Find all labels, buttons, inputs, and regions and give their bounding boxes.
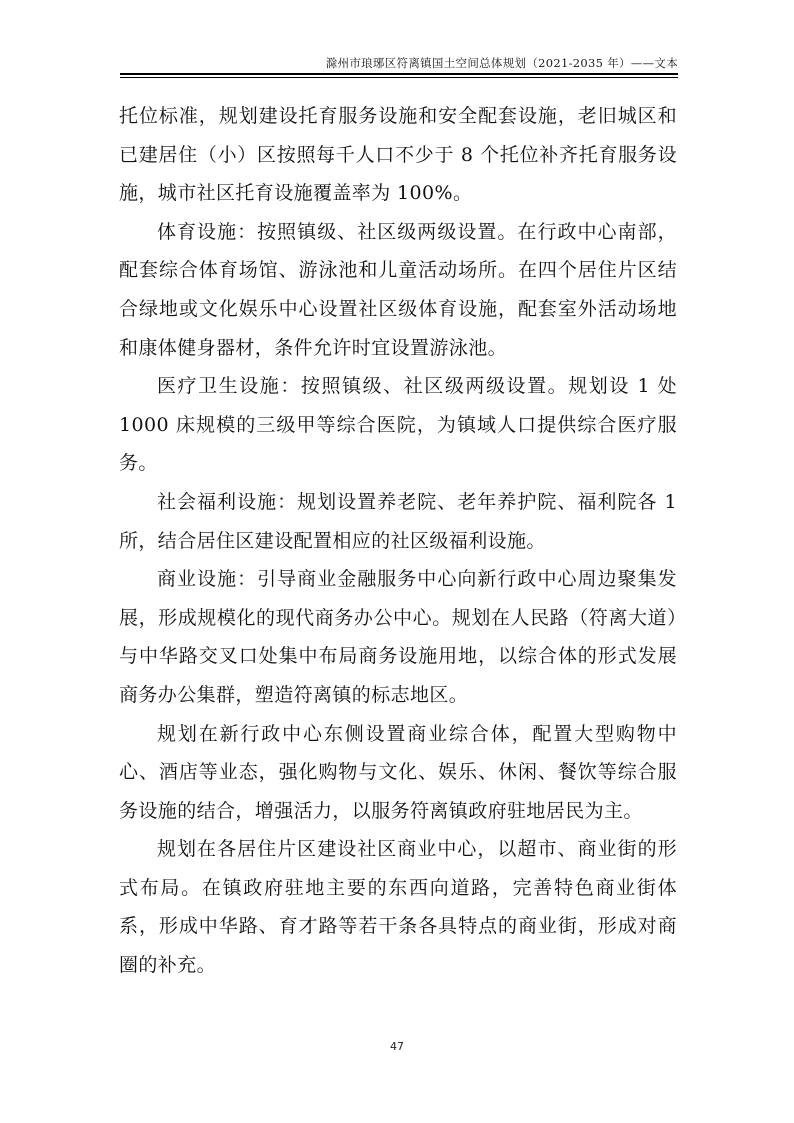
paragraph-welfare-facilities: 社会福利设施：规划设置养老院、老年养护院、福利院各 1 所，结合居住区建设配置相应的社区级福利设施。 <box>119 490 677 552</box>
paragraph-commercial-complex: 规划在新行政中心东侧设置商业综合体，配置大型购物中心、酒店等业态，强化购物与文化、娱乐、休闲、餐饮等综合服务设施的结合，增强活力，以服务符离镇政府驻地居民为主。 <box>119 722 677 822</box>
paragraph-commercial-facilities: 商业设施：引导商业金融服务中心向新行政中心周边聚集发展，形成规模化的现代商务办公中心。规划在人民路（符离大道）与中华路交叉口处集中布局商务设施用地，以综合体的形式发展商务办公集群，塑造符离镇的标志地区。 <box>119 568 677 706</box>
paragraph-medical-facilities: 医疗卫生设施：按照镇级、社区级两级设置。规划设 1 处 1000 床规模的三级甲等综合医院，为镇域人口提供综合医疗服务。 <box>119 375 677 475</box>
paragraph-childcare-continued: 托位标准，规划建设托育服务设施和安全配套设施，老旧城区和已建居住（小）区按照每千人口不少于 8 个托位补齐托育服务设施，城市社区托育设施覆盖率为 100%。 <box>119 105 677 205</box>
paragraph-community-commerce: 规划在各居住片区建设社区商业中心，以超市、商业街的形式布局。在镇政府驻地主要的东西向道路，完善特色商业街体系，形成中华路、育才路等若干条各具特点的商业街，形成对商圈的补充。 <box>119 838 677 977</box>
body-text <box>119 97 677 985</box>
running-header: 滁州市琅琊区符离镇国土空间总体规划（2021-2035 年）——文本 <box>325 56 678 70</box>
header-rule-thick <box>120 73 678 75</box>
paragraph-sports-facilities: 体育设施：按照镇级、社区级两级设置。在行政中心南部，配套综合体育场馆、游泳池和儿童活动场所。在四个居住片区结合绿地或文化娱乐中心设置社区级体育设施，配套室外活动场地和康体健身器材，条件允许时宜设置游泳池。 <box>119 220 677 359</box>
header-rule-thin <box>120 77 678 78</box>
page-number: 47 <box>390 1040 404 1053</box>
